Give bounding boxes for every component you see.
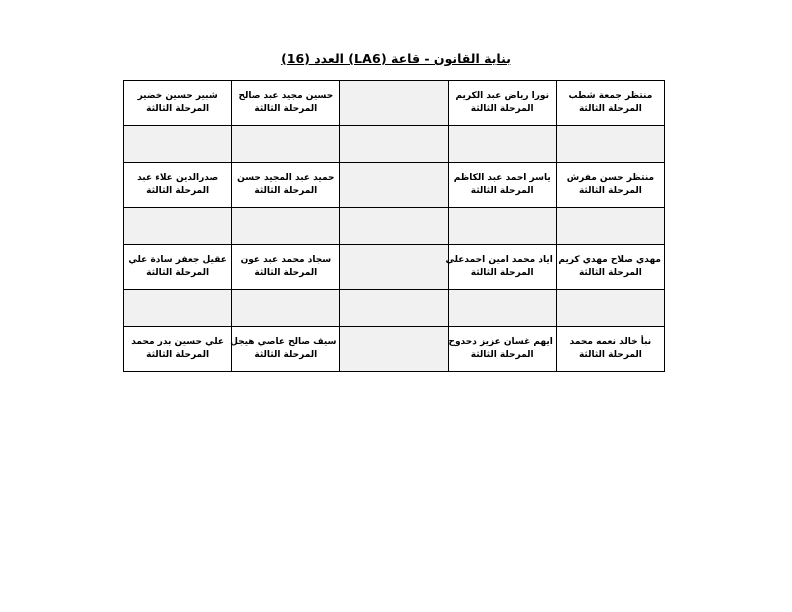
seating-table [123, 80, 665, 372]
empty-cell [340, 208, 448, 245]
student-name: صدرالدين علاء عبد [137, 172, 219, 183]
empty-cell [556, 208, 664, 245]
stage-label: المرحلة الثالثة [254, 350, 318, 360]
stage-label: المرحلة الثالثة [146, 186, 210, 196]
stage-label: المرحلة الثالثة [470, 104, 534, 114]
page-title: بناية القانون - قاعة (LA6) العدد (16) [281, 51, 511, 66]
seat-cell [556, 327, 664, 372]
seat-cell [448, 327, 556, 372]
stage-label: المرحلة الثالثة [146, 268, 210, 278]
seat-cell [232, 245, 340, 290]
student-name: نورا رياض عبد الكريم [455, 90, 549, 101]
seat-cell [556, 81, 664, 126]
student-name: عقيل جعفر سادة علي [128, 254, 227, 265]
empty-cell [340, 81, 448, 126]
seat-cell [232, 163, 340, 208]
empty-cell [124, 208, 232, 245]
stage-label: المرحلة الثالثة [470, 350, 534, 360]
empty-cell [232, 290, 340, 327]
student-name: ياسر احمد عبد الكاظم [453, 172, 551, 183]
student-name: سيف صالح عاصي هيجل [230, 336, 337, 347]
stage-label: المرحلة الثالثة [254, 104, 318, 114]
stage-label: المرحلة الثالثة [578, 186, 642, 196]
seat-cell [448, 81, 556, 126]
student-name: ايهم غسان عزيز دحدوح [448, 336, 553, 347]
empty-cell [340, 245, 448, 290]
seat-cell [124, 81, 232, 126]
table-row-spacer [124, 208, 665, 245]
empty-cell [448, 208, 556, 245]
student-name: حسين مجيد عبد صالح [238, 90, 334, 101]
student-name: شبير حسين خضير [137, 90, 218, 101]
stage-label: المرحلة الثالثة [578, 268, 642, 278]
stage-label: المرحلة الثالثة [470, 186, 534, 196]
seat-cell [445, 245, 556, 290]
stage-label: المرحلة الثالثة [254, 268, 318, 278]
empty-cell [124, 290, 232, 327]
student-name: منتظر حسن مفرش [566, 172, 655, 183]
table-row [124, 327, 665, 372]
table-row-spacer [124, 126, 665, 163]
seat-cell [556, 163, 664, 208]
empty-cell [556, 290, 664, 327]
student-name: حميد عبد المجيد حسن [237, 172, 335, 183]
seat-cell [232, 81, 340, 126]
student-name: علي حسين بدر محمد [131, 336, 225, 347]
student-name: نبأ خالد نعمه محمد [569, 336, 652, 347]
table-row [124, 81, 665, 126]
seat-cell [448, 163, 556, 208]
seat-cell [232, 327, 340, 372]
seat-cell [124, 163, 232, 208]
empty-cell [340, 290, 448, 327]
stage-label: المرحلة الثالثة [146, 350, 210, 360]
empty-cell [232, 126, 340, 163]
student-name: مهدي صلاح مهدي كريم [558, 254, 661, 265]
student-name: سجاد محمد عبد عون [240, 254, 332, 265]
stage-label: المرحلة الثالثة [254, 186, 318, 196]
seat-cell [556, 245, 664, 290]
table-row-spacer [124, 290, 665, 327]
empty-cell [556, 126, 664, 163]
empty-cell [448, 290, 556, 327]
student-name: اياد محمد امين احمدعلي [445, 254, 553, 265]
empty-cell [340, 163, 448, 208]
empty-cell [232, 208, 340, 245]
seat-cell [124, 245, 232, 290]
stage-label: المرحلة الثالثة [578, 104, 642, 114]
empty-cell [124, 126, 232, 163]
table-row [124, 245, 665, 290]
empty-cell [340, 126, 448, 163]
stage-label: المرحلة الثالثة [146, 104, 210, 114]
seat-cell [124, 327, 232, 372]
student-name: منتظر جمعة شطب [568, 90, 653, 101]
empty-cell [340, 327, 448, 372]
table-row [124, 163, 665, 208]
empty-cell [448, 126, 556, 163]
stage-label: المرحلة الثالثة [578, 350, 642, 360]
stage-label: المرحلة الثالثة [470, 268, 534, 278]
